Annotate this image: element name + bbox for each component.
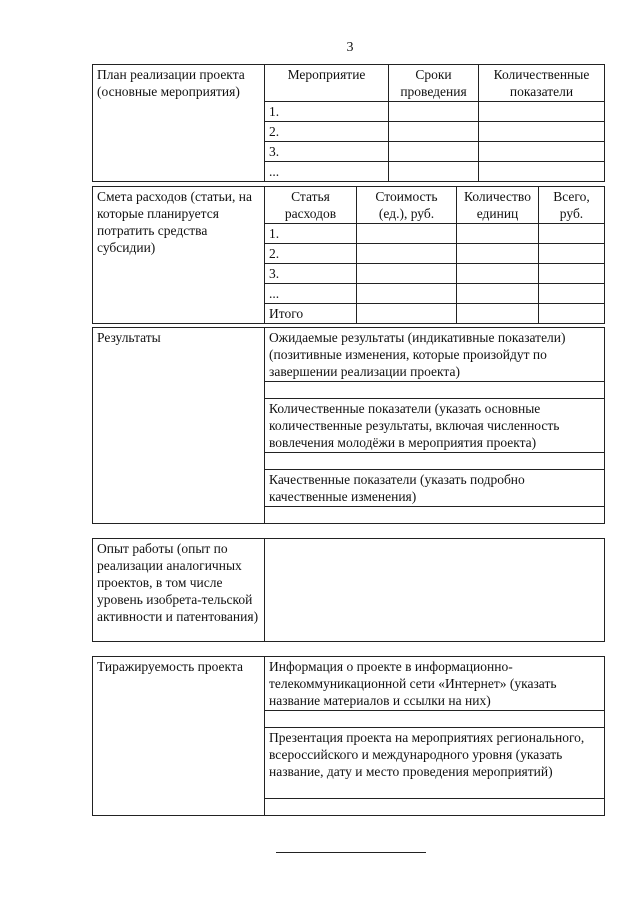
plan-row-label: 1. [265, 102, 389, 122]
budget-row-label: 2. [265, 244, 357, 264]
budget-row-label: 1. [265, 224, 357, 244]
plan-row-label: 2. [265, 122, 389, 142]
plan-table [92, 64, 605, 182]
plan-header-dates: Сроки проведения [389, 65, 479, 102]
budget-header-total: Всего, руб. [539, 187, 605, 224]
page-number: 3 [346, 40, 354, 55]
bottom-rule [276, 852, 426, 853]
plan-row-label: ... [265, 162, 389, 182]
experience-label: Опыт работы (опыт по реализации аналогичных проектов, в том числе уровень изобрета-тельской активности и патентования) [93, 539, 265, 642]
budget-row-label: 3. [265, 264, 357, 284]
replicability-presentation: Презентация проекта на мероприятиях регионального, всероссийского и международного уровня (указать название, дату и место проведения мероприятий) [265, 728, 605, 799]
plan-row-label: 3. [265, 142, 389, 162]
plan-label: План реализации проекта (основные мероприятия) [93, 65, 265, 182]
replicability-internet: Информация о проекте в информационно-телекоммуникационной сети «Интернет» (указать название материалов и ссылки на них) [265, 657, 605, 711]
plan-header-indicators: Количественные показатели [479, 65, 605, 102]
results-table [92, 327, 605, 524]
replicability-label: Тиражируемость проекта [93, 657, 265, 816]
budget-total-label: Итого [265, 304, 357, 324]
budget-row-label: ... [265, 284, 357, 304]
replicability-table [92, 656, 605, 816]
plan-header-event: Мероприятие [265, 65, 389, 102]
budget-header-quantity: Количество единиц [457, 187, 539, 224]
experience-table [92, 538, 605, 642]
budget-table [92, 186, 605, 324]
results-quantitative: Количественные показатели (указать основные количественные результаты, включая численность вовлечения молодёжи в мероприятия проекта) [265, 399, 605, 453]
budget-label: Смета расходов (статьи, на которые планируется потратить средства субсидии) [93, 187, 265, 324]
results-qualitative: Качественные показатели (указать подробно качественные изменения) [265, 470, 605, 507]
budget-header-unit-cost: Стоимость (ед.), руб. [357, 187, 457, 224]
results-expected: Ожидаемые результаты (индикативные показатели) (позитивные изменения, которые произойдут по завершении реализации проекта) [265, 328, 605, 382]
budget-header-item: Статья расходов [265, 187, 357, 224]
results-label: Результаты [93, 328, 265, 524]
